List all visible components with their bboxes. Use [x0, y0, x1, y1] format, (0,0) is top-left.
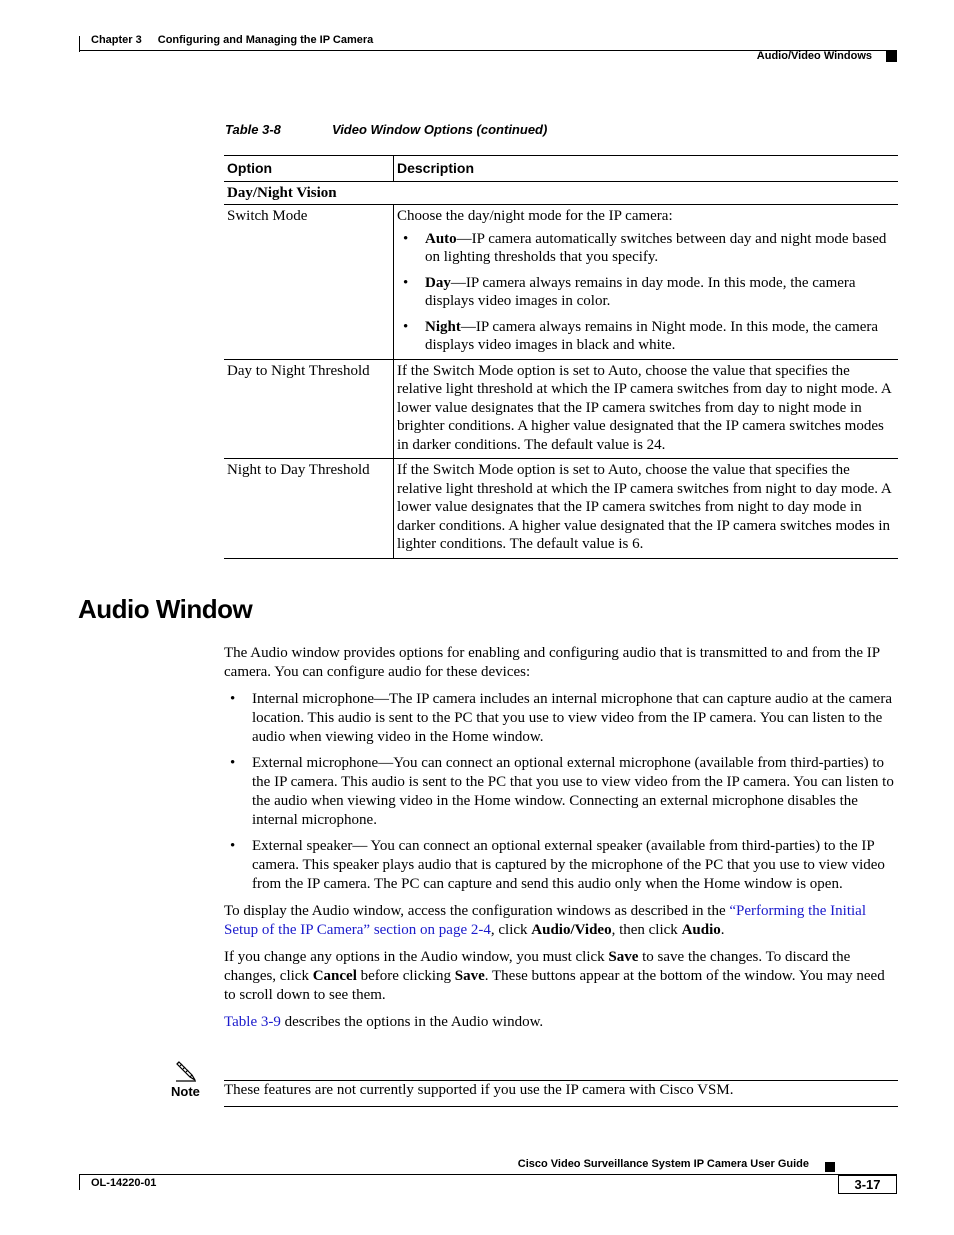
footer-rule-vertical	[79, 1174, 80, 1190]
mode-list	[397, 230, 895, 355]
device-list	[224, 690, 898, 894]
running-header-section: Audio/Video Windows	[756, 50, 872, 62]
header-marker	[886, 51, 897, 62]
table-group-row	[224, 181, 898, 205]
table-reference: Table 3-9 describes the options in the Audio window.	[224, 1014, 544, 1030]
display-instructions: To display the Audio window, access the configuration windows as described in the “Performing the Initial Setup of the IP Camera” section on page 2-4, click Audio/Video, then click Audio.	[224, 903, 867, 938]
group-label-day-night-vision: Day/Night Vision	[224, 181, 898, 205]
chapter-title: Configuring and Managing the IP Camera	[157, 34, 374, 46]
section-body	[224, 644, 898, 1040]
list-item: • External microphone—You can connect an optional external microphone (available from third-parties) to the IP camera. This audio is sent to the PC that you use to view video from the IP camera. You can listen to the audio when viewing video in the Home window. Connecting an external microphone disables the internal microphone.	[224, 754, 898, 830]
table-row-switch-mode	[224, 205, 898, 360]
description-intro: Choose the day/night mode for the IP camera:	[397, 208, 673, 224]
table-caption	[225, 122, 548, 137]
column-header-description: Description	[394, 156, 899, 182]
cross-reference-link[interactable]: “Performing the Initial Setup of the IP Camera” section on page 2-4	[224, 903, 867, 938]
video-window-options-table	[224, 155, 898, 559]
footer-marker	[825, 1162, 835, 1172]
table-row-day-to-night	[224, 359, 898, 459]
section-title: Audio Window	[78, 594, 253, 624]
save-instructions: If you change any options in the Audio window, you must click Save to save the changes. To discard the changes, click Cancel before clicking Save. These buttons appear at the bottom of the window. You may need to scroll down to see them.	[224, 949, 885, 1003]
description-cell: If the Switch Mode option is set to Auto, choose the value that specifies the relative light threshold at which the IP camera switches from day to night mode. A lower value designates that the IP camera switches from day to night mode in brighter conditions. A higher value designated that the IP camera switches modes in darker conditions. The default value is 24.	[394, 359, 899, 459]
intro-paragraph: The Audio window provides options for enabling and configuring audio that is transmitted to and from the IP camera. You can configure audio for these devices:	[224, 645, 880, 680]
running-header-chapter	[91, 34, 373, 46]
mode-item-night: • Night—IP camera always remains in Night mode. In this mode, the camera displays video images in black and white.	[397, 318, 895, 355]
option-cell: Night to Day Threshold	[224, 459, 394, 559]
description-cell: If the Switch Mode option is set to Auto, choose the value that specifies the relative light threshold at which the IP camera switches from night to day mode. A lower value designates that the IP camera switches from night to day mode in darker conditions. A higher value designated that the IP camera switches modes in lighter conditions. The default value is 6.	[394, 459, 899, 559]
table-header-row	[224, 156, 898, 182]
table-caption-number: Table 3-8	[225, 122, 281, 137]
note-rule-bottom	[224, 1106, 898, 1107]
column-header-option: Option	[224, 156, 394, 182]
list-item: • External speaker— You can connect an optional external speaker (available from third-parties) to the IP camera. This speaker plays audio that is captured by the microphone of the PC that you use to view video from the IP camera. The PC can capture and send this audio only when the Home window is open.	[224, 837, 898, 894]
option-cell: Day to Night Threshold	[224, 359, 394, 459]
note-rule-top	[224, 1080, 898, 1081]
mode-item-auto: • Auto—IP camera automatically switches between day and night mode based on lighting thresholds that you specify.	[397, 230, 895, 267]
table-caption-title: Video Window Options (continued)	[332, 122, 548, 137]
table-link[interactable]: Table 3-9	[224, 1014, 281, 1030]
description-cell	[394, 205, 899, 360]
footer-rule	[79, 1174, 897, 1175]
footer-doc-number: OL-14220-01	[91, 1177, 157, 1189]
pencil-icon	[174, 1058, 198, 1082]
list-item: • Internal microphone—The IP camera includes an internal microphone that can capture audio at the camera location. This audio is sent to the PC that you use to view video from the IP camera. You can listen to the audio when viewing video in the Home window.	[224, 690, 898, 747]
table-row-night-to-day	[224, 459, 898, 559]
note-text: These features are not currently supported if you use the IP camera with Cisco VSM.	[224, 1082, 734, 1098]
option-cell: Switch Mode	[224, 205, 394, 360]
footer-guide-title: Cisco Video Surveillance System IP Camera User Guide	[517, 1158, 809, 1170]
mode-item-day: • Day—IP camera always remains in day mode. In this mode, the camera displays video images in color.	[397, 274, 895, 311]
chapter-number: Chapter 3	[91, 34, 142, 46]
note-label: Note	[171, 1084, 200, 1099]
page-number: 3-17	[838, 1175, 897, 1194]
